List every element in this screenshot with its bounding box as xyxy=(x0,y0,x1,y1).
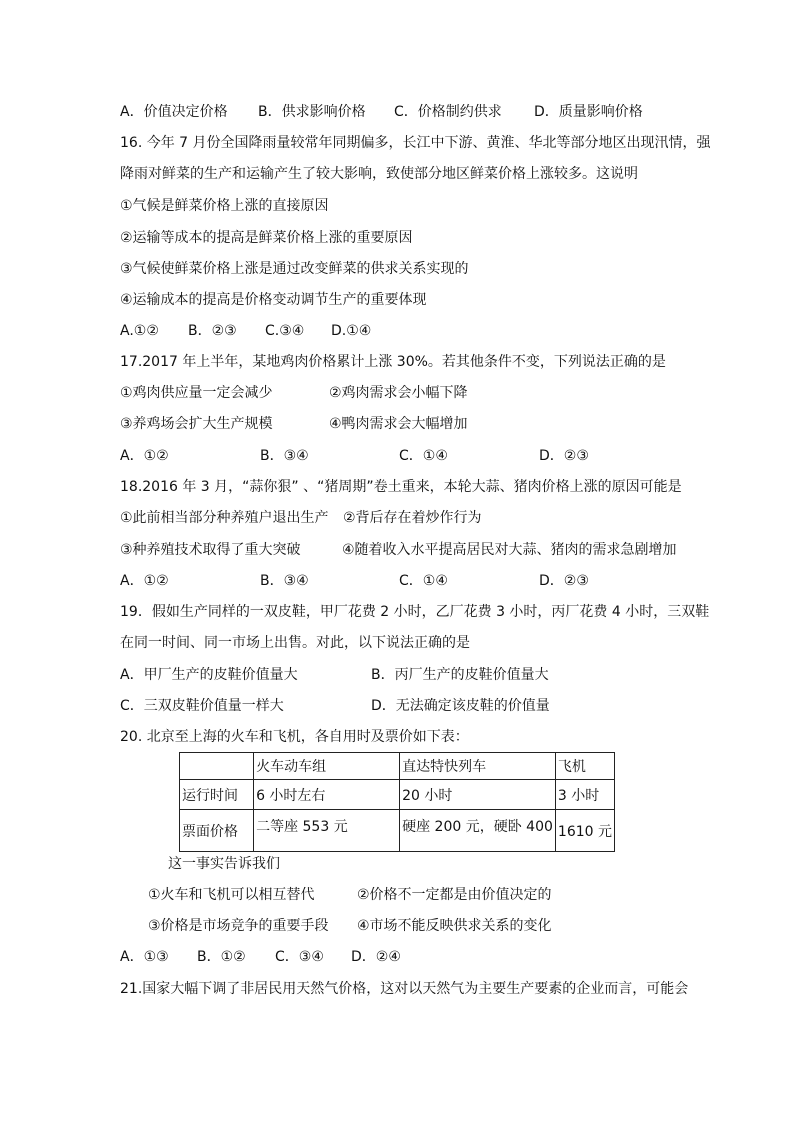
q18-option-b: B．③④ xyxy=(260,573,309,589)
table-cell: 6 小时左右 xyxy=(254,780,400,810)
q17-item-1: ①鸡肉供应量一定会减少 xyxy=(120,385,273,401)
table-cell: 运行时间 xyxy=(180,780,254,810)
q20-option-a: A．①③ xyxy=(120,949,169,965)
q19-stem-line1: 19．假如生产同样的一双皮鞋，甲厂花费 2 小时，乙厂花费 3 小时，丙厂花费 4 小时，三双鞋 xyxy=(120,604,710,620)
table-header-cell-empty xyxy=(180,753,254,780)
table-header-cell: 飞机 xyxy=(555,753,614,780)
table-cell: 硬座 200 元，硬卧 400 xyxy=(400,810,556,852)
q20-option-d: D．②④ xyxy=(351,949,401,965)
q17-item-4: ④鸭肉需求会大幅增加 xyxy=(329,416,468,432)
q20-item-1: ①火车和飞机可以相互替代 xyxy=(148,887,315,903)
q16-item-4: ④运输成本的提高是价格变动调节生产的重要体现 xyxy=(120,292,427,308)
q15-option-b: B．供求影响价格 xyxy=(258,104,366,120)
q21-stem: 21.国家大幅下调了非居民用天然气价格，这对以天然气为主要生产要素的企业而言，可能会 xyxy=(120,981,689,997)
table-cell: 二等座 553 元 xyxy=(254,810,400,852)
q15-option-a: A．价值决定价格 xyxy=(120,104,228,120)
q18-item-4: ④随着收入水平提高居民对大蒜、猪肉的需求急剧增加 xyxy=(342,542,677,558)
q20-item-2: ②价格不一定都是由价值决定的 xyxy=(357,887,552,903)
q17-option-d: D．②③ xyxy=(539,448,589,464)
table-header-cell: 直达特快列车 xyxy=(400,753,556,780)
q18-stem: 18.2016 年 3 月，“蒜你狠” 、“猪周期”卷土重来，本轮大蒜、猪肉价格上涨的原因可能是 xyxy=(120,479,682,495)
q16-option-d: D.①④ xyxy=(331,323,372,339)
q16-item-3: ③气候使鲜菜价格上涨是通过改变鲜菜的供求关系实现的 xyxy=(120,261,469,277)
table-cell: 20 小时 xyxy=(400,780,556,810)
q19-option-a: A．甲厂生产的皮鞋价值量大 xyxy=(120,667,298,683)
table-row xyxy=(180,810,615,852)
q17-item-3: ③养鸡场会扩大生产规模 xyxy=(120,416,273,432)
q20-option-c: C．③④ xyxy=(275,949,324,965)
table-cell: 票面价格 xyxy=(180,810,254,852)
q16-option-b: B．②③ xyxy=(188,323,237,339)
table-row xyxy=(180,780,615,810)
q18-option-d: D．②③ xyxy=(539,573,589,589)
table-header-row xyxy=(180,753,615,780)
q16-stem-line2: 降雨对鲜菜的生产和运输产生了较大影响，致使部分地区鲜菜价格上涨较多。这说明 xyxy=(120,166,638,182)
q20-option-b: B．①② xyxy=(197,949,246,965)
q19-option-c: C．三双皮鞋价值量一样大 xyxy=(120,698,284,714)
q15-option-d: D．质量影响价格 xyxy=(534,104,643,120)
q18-item-2: ②背后存在着炒作行为 xyxy=(343,510,482,526)
table-cell: 1610 元 xyxy=(555,810,614,852)
q15-option-c: C．价格制约供求 xyxy=(394,104,502,120)
q16-item-1: ①气候是鲜菜价格上涨的直接原因 xyxy=(120,198,329,214)
q17-option-b: B．③④ xyxy=(260,448,309,464)
q19-option-b: B．丙厂生产的皮鞋价值量大 xyxy=(371,667,549,683)
table-cell: 3 小时 xyxy=(555,780,614,810)
q17-option-c: C．①④ xyxy=(399,448,448,464)
q20-lead: 这一事实告诉我们 xyxy=(168,856,280,872)
q18-item-3: ③种养殖技术取得了重大突破 xyxy=(120,542,301,558)
q18-option-a: A．①② xyxy=(120,573,169,589)
q20-item-3: ③价格是市场竞争的重要手段 xyxy=(148,918,329,934)
q16-stem-line1: 16. 今年 7 月份全国降雨量较常年同期偏多，长江中下游、黄淮、华北等部分地区出现汛情，强 xyxy=(120,135,711,151)
q16-option-a: A.①② xyxy=(120,323,159,339)
table-header-cell: 火车动车组 xyxy=(254,753,400,780)
q16-item-2: ②运输等成本的提高是鲜菜价格上涨的重要原因 xyxy=(120,230,413,246)
q17-item-2: ②鸡肉需求会小幅下降 xyxy=(329,385,468,401)
q20-table xyxy=(179,752,615,852)
q18-item-1: ①此前相当部分种养殖户退出生产 xyxy=(120,510,329,526)
q20-item-4: ④市场不能反映供求关系的变化 xyxy=(357,918,552,934)
q18-option-c: C．①④ xyxy=(399,573,448,589)
q20-stem: 20. 北京至上海的火车和飞机，各自用时及票价如下表： xyxy=(120,729,469,745)
q17-stem: 17.2017 年上半年，某地鸡肉价格累计上涨 30%。若其他条件不变，下列说法正确的是 xyxy=(120,354,666,370)
q19-option-d: D．无法确定该皮鞋的价值量 xyxy=(371,698,550,714)
q17-option-a: A．①② xyxy=(120,448,169,464)
q16-option-c: C.③④ xyxy=(265,323,305,339)
q19-stem-line2: 在同一时间、同一市场上出售。对此，以下说法正确的是 xyxy=(120,635,470,651)
